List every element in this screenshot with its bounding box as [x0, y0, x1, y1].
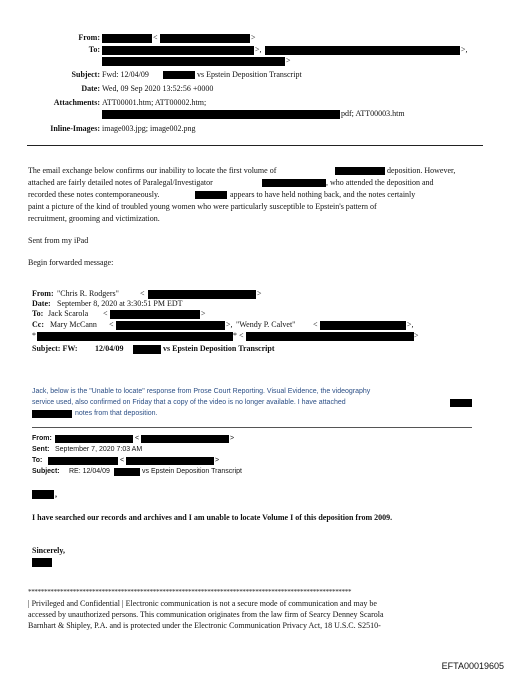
- fwd2-sent-label: Sent:: [32, 446, 50, 453]
- inline-images-label: Inline-Images:: [50, 124, 100, 133]
- body-line: paint a picture of the kind of troubled young women who were particularly susceptible to Epstein's pattern of: [28, 202, 377, 211]
- angle-close: >: [201, 309, 206, 318]
- angle-close: >: [215, 457, 220, 464]
- redaction-block: [114, 468, 140, 476]
- redaction-block: [163, 71, 195, 79]
- salutation-comma: ,: [55, 490, 57, 499]
- fwd1-to-value: Jack Scarola: [48, 309, 89, 318]
- redaction-block: [148, 290, 256, 299]
- attachments-value[interactable]: ATT00001.htm; ATT00002.htm;: [102, 98, 207, 107]
- inline-images-value[interactable]: image003.jpg; image002.png: [102, 124, 196, 133]
- redaction-block: [265, 46, 460, 55]
- fwd1-from-label: From:: [32, 289, 54, 298]
- disclaimer-line: | Privileged and Confidential | Electronic communication is not a secure mode of communication and may be: [28, 599, 377, 608]
- angle-close: >: [257, 289, 262, 298]
- body-line: recorded these notes contemporaneously.: [28, 190, 160, 199]
- angle-close: >: [251, 33, 256, 42]
- body-line: The email exchange below confirms our inability to locate the first volume of: [28, 166, 277, 175]
- disclaimer-line: accessed by unauthorized persons. This communication originates from the law firm of Searcy Denney Scarola: [28, 610, 384, 619]
- redaction-block: [126, 457, 214, 465]
- redaction-block: [133, 345, 161, 354]
- redaction-block: [141, 435, 229, 443]
- body-line: deposition. However,: [387, 166, 456, 175]
- redaction-block: [32, 490, 54, 499]
- fwd1-cc-value2: "Wendy P. Calvet": [236, 320, 296, 329]
- body-line: recruitment, grooming and victimization.: [28, 214, 160, 223]
- attachments-line2[interactable]: pdf; ATT00003.htm: [341, 109, 405, 118]
- angle-open: <: [313, 320, 318, 329]
- body-line: appears to have held nothing back, and the notes certainly: [230, 190, 416, 199]
- redaction-block: [32, 558, 52, 567]
- fwd1-subject-suffix: vs Epstein Deposition Transcript: [163, 344, 275, 353]
- body-line: attached are fairly detailed notes of Paralegal/Investigator: [28, 178, 213, 187]
- note-line: Jack, below is the "Unable to locate" response from Prose Court Reporting. Visual Evidence, the videography: [32, 388, 371, 395]
- redaction-block: [102, 110, 340, 119]
- to-label: To:: [88, 45, 100, 54]
- redaction-block: [102, 57, 285, 66]
- redaction-block: [102, 34, 152, 43]
- star-mark: *: [32, 331, 36, 340]
- fwd1-cc-value1: Mary McCann: [50, 320, 97, 329]
- angle-close: >: [230, 435, 235, 442]
- fwd2-subject-suffix: vs Epstein Deposition Transcript: [142, 468, 242, 475]
- from-label: From:: [78, 33, 100, 42]
- star-mark: *: [233, 331, 237, 340]
- angle-open: <: [239, 331, 244, 340]
- redaction-block: [55, 435, 133, 443]
- redaction-block: [48, 457, 118, 465]
- fwd1-date-label: Date:: [32, 299, 51, 308]
- fwd2-to-label: To:: [32, 457, 43, 464]
- subject-suffix: vs Epstein Deposition Transcript: [197, 70, 302, 79]
- document-id: EFTA00019605: [441, 661, 504, 671]
- message-divider: [32, 427, 472, 428]
- fwd1-to-label: To:: [32, 309, 44, 318]
- redaction-block: [160, 34, 250, 43]
- note-line: service used, also confirmed on Friday that a copy of the video is no longer available. I have attached: [32, 399, 346, 406]
- fwd1-cc-label: Cc:: [32, 320, 44, 329]
- fwd2-from-label: From:: [32, 435, 52, 442]
- fwd1-subject-prefix: 12/04/09: [95, 344, 124, 353]
- redaction-block: [32, 410, 72, 418]
- begin-forwarded-line: Begin forwarded message:: [28, 258, 114, 267]
- fwd2-subject-prefix: RE: 12/04/09: [69, 468, 110, 475]
- angle-close: >: [286, 56, 291, 65]
- angle-close: >,: [255, 45, 262, 54]
- angle-open: <: [140, 289, 145, 298]
- angle-open: <: [103, 309, 108, 318]
- redaction-block: [37, 332, 233, 341]
- fwd1-date-value: September 8, 2020 at 3:30:51 PM EDT: [57, 299, 183, 308]
- fwd1-from-value: "Chris R. Rodgers": [57, 289, 119, 298]
- sent-from-line: Sent from my iPad: [28, 236, 89, 245]
- redaction-block: [246, 332, 414, 341]
- header-divider: [27, 145, 483, 146]
- redaction-block: [195, 191, 227, 199]
- angle-open: <: [135, 435, 140, 442]
- angle-open: <: [120, 457, 125, 464]
- fwd1-subject-label: Subject: FW:: [32, 344, 78, 353]
- angle-open: <: [109, 320, 114, 329]
- subject-label: Subject:: [71, 70, 100, 79]
- redaction-block: [320, 321, 406, 330]
- angle-close: >,: [461, 45, 468, 54]
- redaction-block: [116, 321, 225, 330]
- angle-open: <: [153, 33, 158, 42]
- note-line: notes from that deposition.: [75, 410, 158, 417]
- reply-message: I have searched our records and archives and I am unable to locate Volume I of this deposition from 2009.: [32, 513, 393, 522]
- angle-close: >,: [226, 320, 233, 329]
- redaction-block: [262, 179, 326, 187]
- redaction-block: [450, 399, 472, 407]
- attachments-label: Attachments:: [53, 98, 100, 107]
- subject-prefix: Fwd: 12/04/09: [102, 70, 149, 79]
- body-line: , who attended the deposition and: [326, 178, 434, 187]
- fwd2-sent-value: September 7, 2020 7:03 AM: [55, 446, 143, 453]
- separator-stars: *****************************************************************************************************: [28, 588, 352, 596]
- redaction-block: [102, 46, 254, 55]
- angle-close: >,: [407, 320, 414, 329]
- redaction-block: [110, 310, 200, 319]
- date-value: Wed, 09 Sep 2020 13:52:56 +0000: [102, 84, 214, 93]
- disclaimer-line: Barnhart & Shipley, P.A. and is protected under the Electronic Communication Privacy Act, 18 U.S.C. S2510-: [28, 621, 381, 630]
- date-label: Date:: [81, 84, 100, 93]
- fwd2-subject-label: Subject:: [32, 468, 60, 475]
- reply-sincerely: Sincerely,: [32, 546, 65, 555]
- angle-close: >: [414, 331, 419, 340]
- redaction-block: [335, 167, 385, 175]
